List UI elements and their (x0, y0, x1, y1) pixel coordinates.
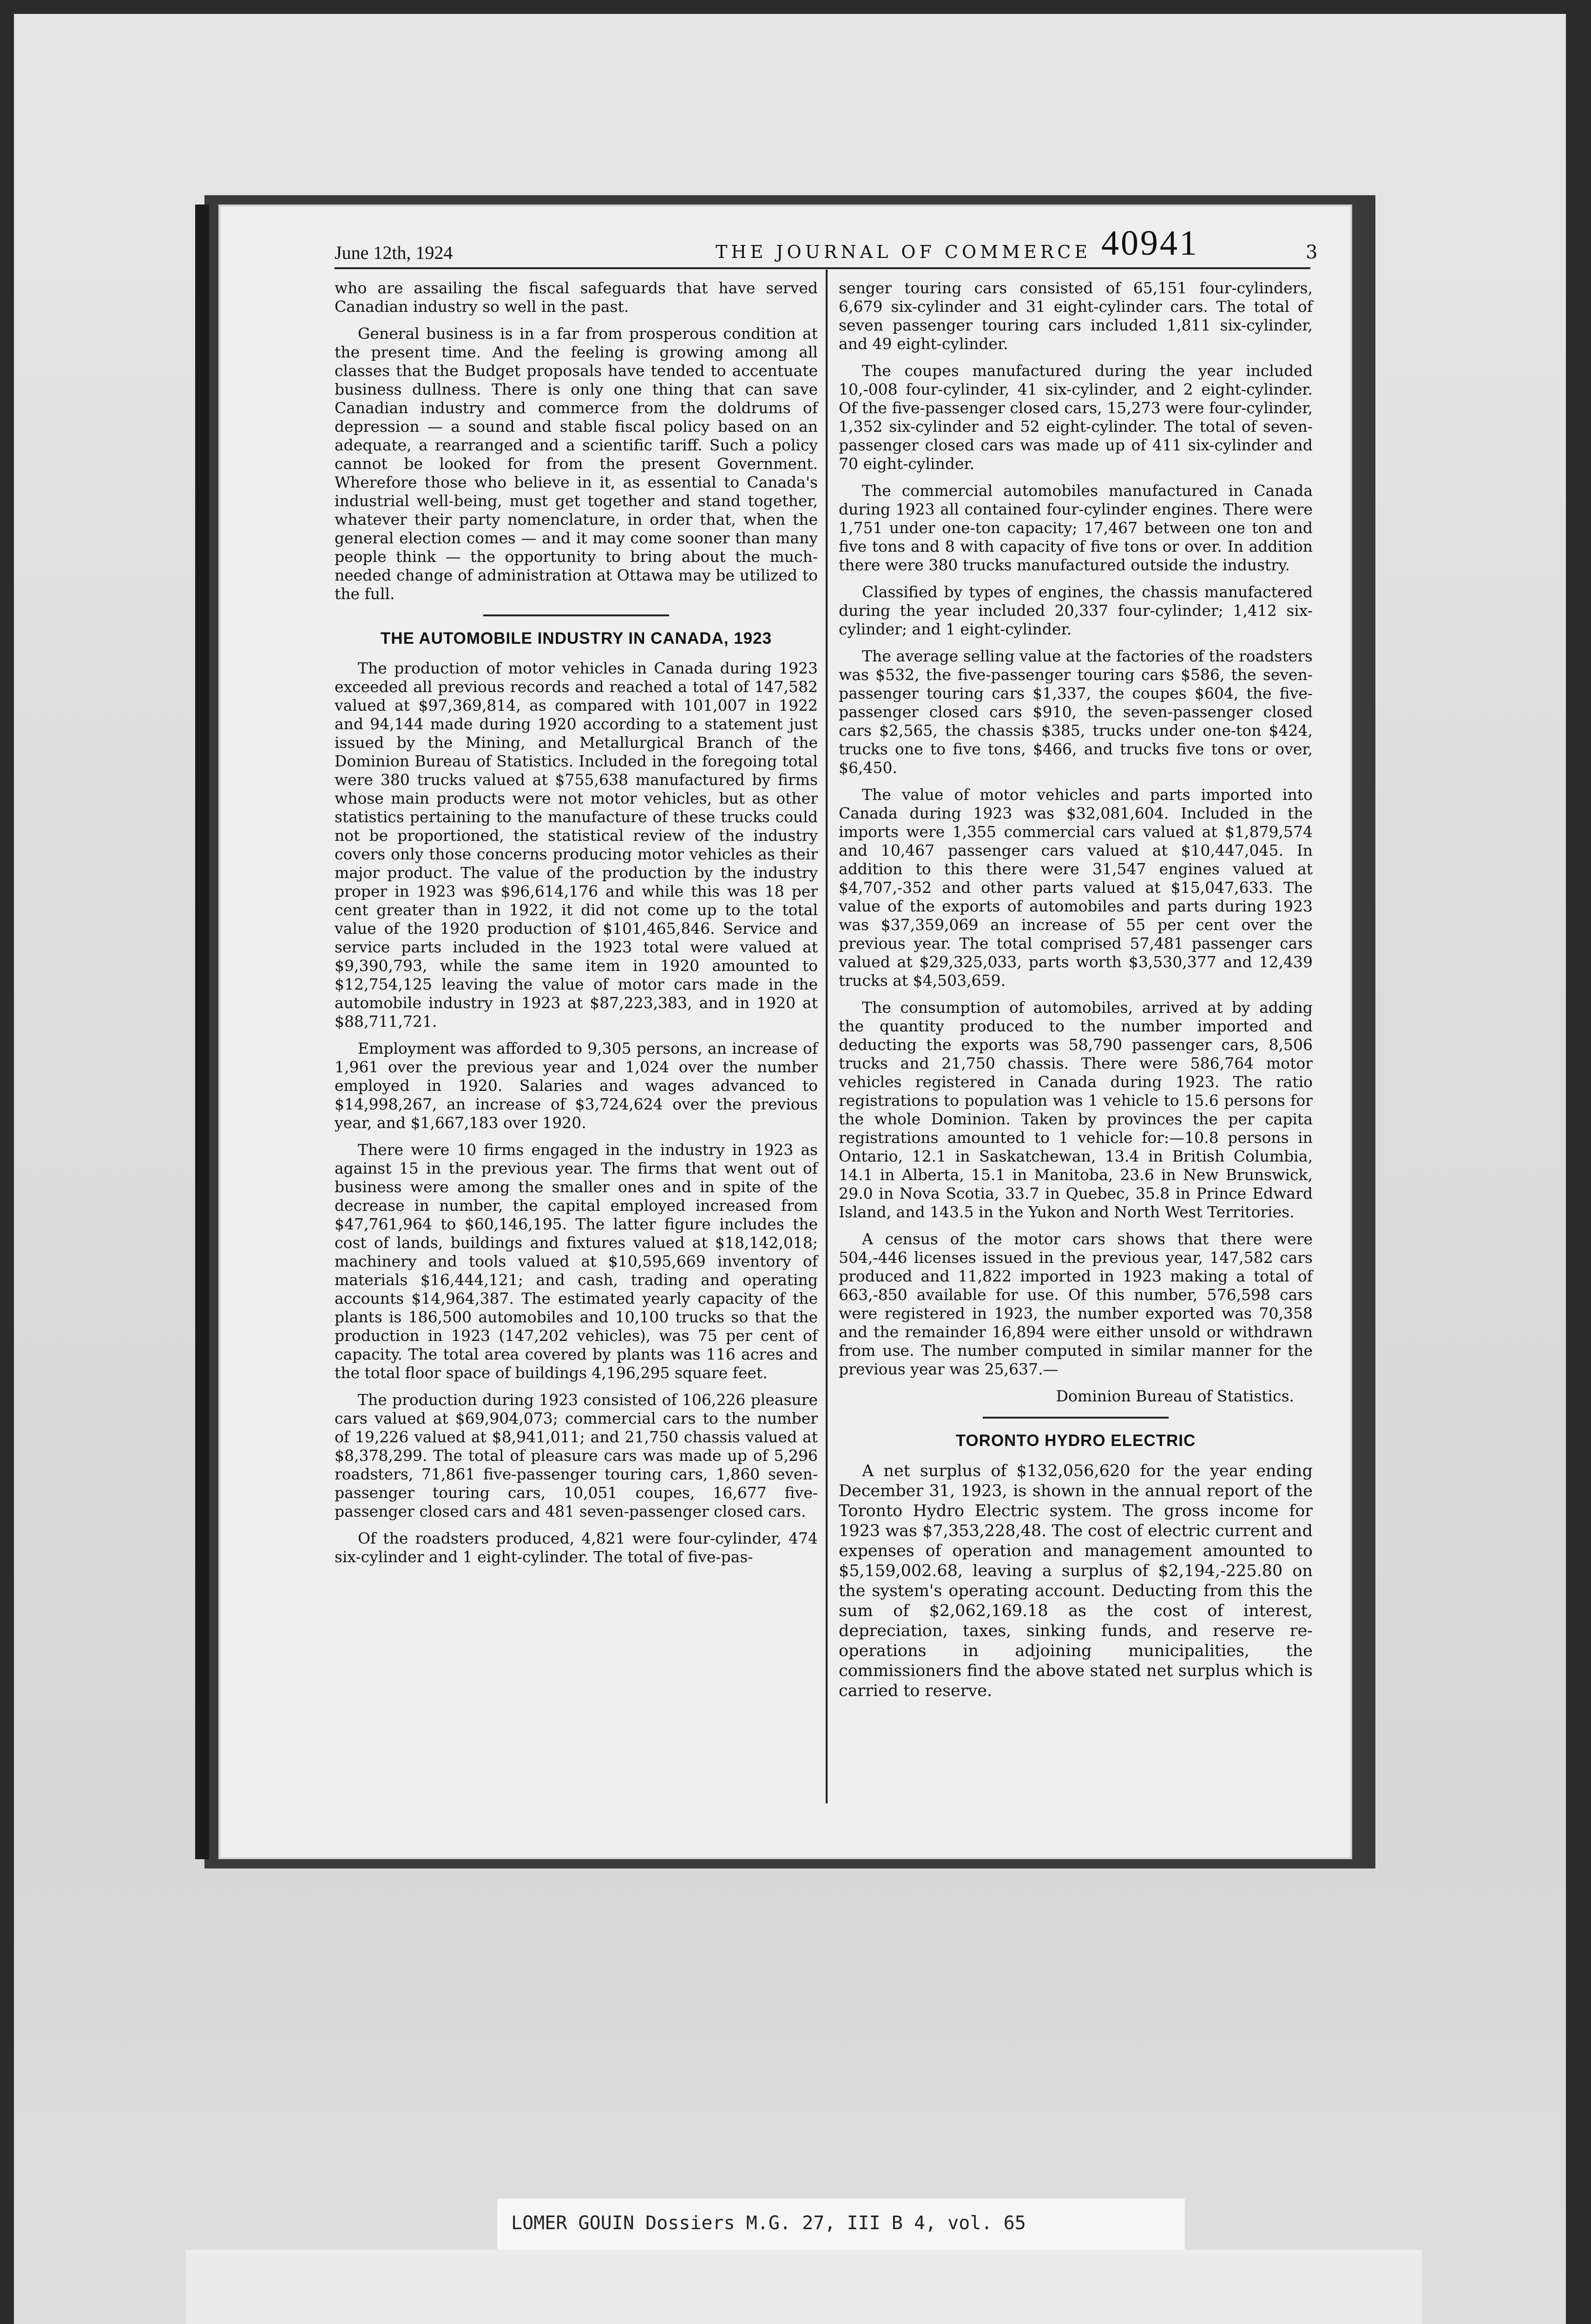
article-paragraph-12: A census of the motor cars shows that there were 504,-446 licenses issued in the previous year, 147,582 cars produced and 11,822 imported in 1923 making a total of 663,-850 available for use. Of this number, 576,598 cars were registered in 1923, the number exported was 70,358 and the remainder 16,894 were either unsold or withdrawn from use. The number computed in similar manner for the previous year was 25,637.— (839, 1230, 1313, 1378)
left-column (335, 279, 818, 1575)
page-binding-edge (195, 205, 209, 1859)
page-header (335, 224, 1318, 265)
article-paragraph-4: The production during 1923 consisted of 106,226 pleasure cars valued at $69,904,073; commercial cars to the number of 19,226 valued at $8,941,011; and 21,750 chassis valued at $8,378,299. The total of pleasure cars was made up of 5,296 roadsters, 71,861 five-passenger touring cars, 1,860 seven-passenger touring cars, 10,051 coupes, 16,677 five-passenger closed cars and 481 seven-passenger closed cars. (335, 1391, 818, 1520)
article-paragraph-11: The consumption of automobiles, arrived at by adding the quantity produced to the number imported and deducting the exports was 58,790 passenger cars, 8,506 trucks and 21,750 chassis. There were 586,764 motor vehicles registered in Canada during 1923. The ratio registrations to population was 1 vehicle to 15.6 persons for the whole Dominion. Taken by provinces the per capita registrations amounted to 1 vehicle for:—10.8 persons in Ontario, 12.1 in Saskatchewan, 13.4 in British Columbia, 14.1 in Alberta, 15.1 in Manitoba, 23.6 in New Brunswick, 29.0 in Nova Scotia, 33.7 in Quebec, 35.8 in Prince Edward Island, and 143.5 in the Yukon and North West Territories. (839, 998, 1313, 1221)
article-paragraph-9: The average selling value at the factories of the roadsters was $532, the five-passenger touring cars $586, the seven-passenger touring cars $1,337, the coupes $604, the five-passenger closed cars $910, the seven-passenger closed cars $2,565, the chassis $385, trucks under one-ton $424, trucks one to five tons, $466, and trucks five tons or over, $6,450. (839, 647, 1313, 777)
page-number: 3 (1306, 242, 1318, 263)
article-paragraph-1: The production of motor vehicles in Canada during 1923 exceeded all previous records and reached a total of 147,582 valued at $97,369,814, as compared with 101,007 in 1922 and 94,144 made during 1920 according to a statement just issued by the Mining, and Metallurgical Branch of the Dominion Bureau of Statistics. Included in the foregoing total were 380 trucks valued at $755,638 manufactured by firms whose main products were not motor vehicles, but as other statistics pertaining to the manufacture of these trucks could not be proportioned, the statistical review of the industry covers only those concerns producing motor vehicles as their major product. The value of the production by the industry proper in 1923 was $96,614,176 and while this was 18 per cent greater than in 1922, it did not come up to the total value of the 1920 production of $101,465,846. Service and service parts included in the 1923 total were valued at $9,390,793, while the same item in 1920 amounted to $12,754,125 leaving the value of motor cars made in the automobile industry in 1923 at $87,223,383, and in 1920 at $88,711,721. (335, 659, 818, 1030)
article-paragraph-2: Employment was afforded to 9,305 persons, an increase of 1,961 over the previous year and 1,024 over the number employed in 1920. Salaries and wages advanced to $14,998,267, an increase of $3,724,624 over the previous year, and $1,667,183 over 1920. (335, 1039, 818, 1132)
section-rule (983, 1417, 1169, 1419)
archive-card (186, 2250, 1422, 2324)
journal-title: THE JOURNAL OF COMMERCE (716, 242, 1091, 262)
section-rule (483, 614, 669, 616)
header-rule (335, 267, 1310, 269)
article-paragraph-8: Classified by types of engines, the chassis manufactered during the year included 20,337 four-cylinder; 1,412 six-cylinder; and 1 eight-cylinder. (839, 583, 1313, 638)
archive-reference-text: LOMER GOUIN Dossiers M.G. 27, III B 4, vol. 65 (511, 2212, 1026, 2234)
article-credit: Dominion Bureau of Statistics. (1056, 1387, 1294, 1405)
article-paragraph-6: The coupes manufactured during the year included 10,-008 four-cylinder, 41 six-cylinder, and 2 eight-cylinder. Of the five-passenger closed cars, 15,273 were four-cylinder, 1,352 six-cylinder and 52 eight-cylinder. The total of seven-passenger closed cars was made up of 411 six-cylinder and 70 eight-cylinder. (839, 362, 1313, 473)
editorial-paragraph: General business is in a far from prosperous condition at the present time. And the feeling is growing among all classes that the Budget proposals have tended to accentuate business dullness. There is only one thing that can save Canadian industry and commerce from the doldrums of depression — a sound and stable fiscal policy based on an adequate, a rearranged and a scientific tariff. Such a policy cannot be looked for from the present Government. Wherefore those who believe in it, as essential to Canada's industrial well-being, must get together and stand together, whatever their party nomenclature, in order that, when the general election comes — and it may come sooner than many people think — the opportunity to bring about the much-needed change of administration at Ottawa may be utilized to the full. (335, 324, 818, 603)
issue-date: June 12th, 1924 (335, 242, 453, 263)
article-continuation: senger touring cars consisted of 65,151 four-cylinders, 6,679 six-cylinder and 31 eight-cylinder cars. The total of seven passenger touring cars included 1,811 six-cylinder, and 49 eight-cylinder. (839, 279, 1313, 353)
column-divider (826, 270, 828, 1803)
article-paragraph-5: Of the roadsters produced, 4,821 were four-cylinder, 474 six-cylinder and 1 eight-cylinder. The total of five-pas- (335, 1529, 818, 1566)
archive-stamp-number: 40941 (1101, 224, 1199, 263)
article-paragraph-10: The value of motor vehicles and parts imported into Canada during 1923 was $32,081,604. Included in the imports were 1,355 commercial cars valued at $1,879,574 and 10,467 passenger cars valued at $10,447,045. In addition to this there were 31,547 engines valued at $4,707,-352 and other parts valued at $15,047,633. The value of the exports of automobiles and parts during 1923 was $37,359,069 an increase of 55 per cent over the previous year. The total comprised 57,481 passenger cars valued at $29,325,033, parts worth $3,530,377 and 12,439 trucks at $4,503,659. (839, 786, 1313, 990)
archive-reference-label (497, 2199, 1185, 2250)
right-column (839, 279, 1313, 1710)
newspaper-page (218, 205, 1352, 1859)
hydro-article-title: TORONTO HYDRO ELECTRIC (955, 1432, 1196, 1450)
editorial-continuation: who are assailing the fiscal safeguards that have served Canadian industry so well in the past. (335, 279, 818, 316)
article-paragraph-3: There were 10 firms engaged in the industry in 1923 as against 15 in the previous year. The firms that went out of business were among the smaller ones and in spite of the decrease in number, the capital employed increased from $47,761,964 to $60,146,195. The latter figure includes the cost of lands, buildings and fixtures valued at $18,142,018; machinery and tools valued at $10,595,669 inventory of materials $16,444,121; and cash, trading and operating accounts $14,964,387. The estimated yearly capacity of the plants is 186,500 automobiles and 10,100 trucks so that the production in 1923 (147,202 vehicles), was 75 per cent of capacity. The total area covered by plants was 116 acres and the total floor space of buildings 4,196,295 square feet. (335, 1141, 818, 1382)
article-title: THE AUTOMOBILE INDUSTRY IN CANADA, 1923 (380, 629, 772, 647)
hydro-article-paragraph: A net surplus of $132,056,620 for the year ending December 31, 1923, is shown in the annual report of the Toronto Hydro Electric system. The gross income for 1923 was $7,353,228,48. The cost of electric current and expenses of operation and management amounted to $5,159,002.68, leaving a surplus of $2,194,-225.80 on the system's operating account. Deducting from this the sum of $2,062,169.18 as the cost of interest, depreciation, taxes, sinking funds, and reserve re-operations in adjoining municipalities, the commissioners find the above stated net surplus which is carried to reserve. (839, 1462, 1313, 1700)
article-paragraph-7: The commercial automobiles manufactured in Canada during 1923 all contained four-cylinder engines. There were 1,751 under one-ton capacity; 17,467 between one ton and five tons and 8 with capacity of five tons or over. In addition there were 380 trucks manufactured outside the industry. (839, 482, 1313, 574)
